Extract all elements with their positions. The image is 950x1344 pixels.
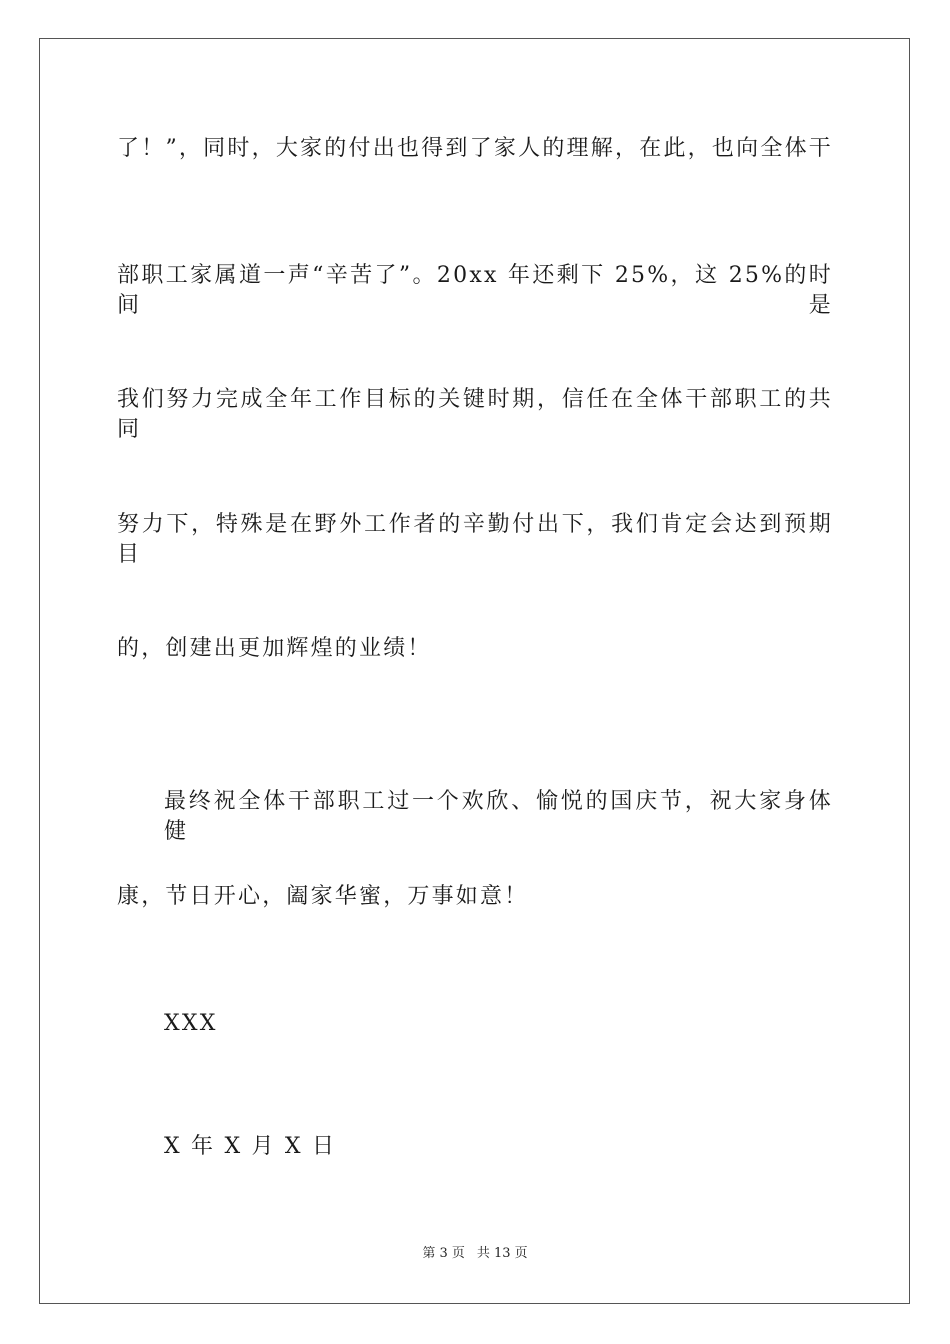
- body-line-2: 部职工家属道一声“辛苦了”。20xx 年还剩下 25%，这 25%的时间是: [117, 263, 833, 318]
- body-line-4: 努力下，特殊是在野外工作者的辛勤付出下，我们肯定会达到预期目: [117, 512, 833, 567]
- body-line-6: 最终祝全体干部职工过一个欢欣、愉悦的国庆节，祝大家身体健: [164, 789, 833, 844]
- body-line-7: 康，节日开心，阖家华蜜，万事如意！: [117, 884, 529, 909]
- body-line-3: 我们努力完成全年工作目标的关键时期，信任在全体干部职工的共同: [117, 387, 833, 442]
- page-border: [39, 38, 910, 1304]
- signature-date: X 年 X 月 X 日: [164, 1134, 337, 1159]
- signature-name: XXX: [164, 1011, 218, 1036]
- body-line-1: 了！”，同时，大家的付出也得到了家人的理解，在此，也向全体干: [117, 136, 833, 161]
- page-footer: [0, 1245, 950, 1263]
- body-line-5: 的，创建出更加辉煌的业绩！: [117, 636, 432, 661]
- page-number: 第 3 页: [422, 1246, 465, 1261]
- page-total: 共 13 页: [476, 1246, 528, 1261]
